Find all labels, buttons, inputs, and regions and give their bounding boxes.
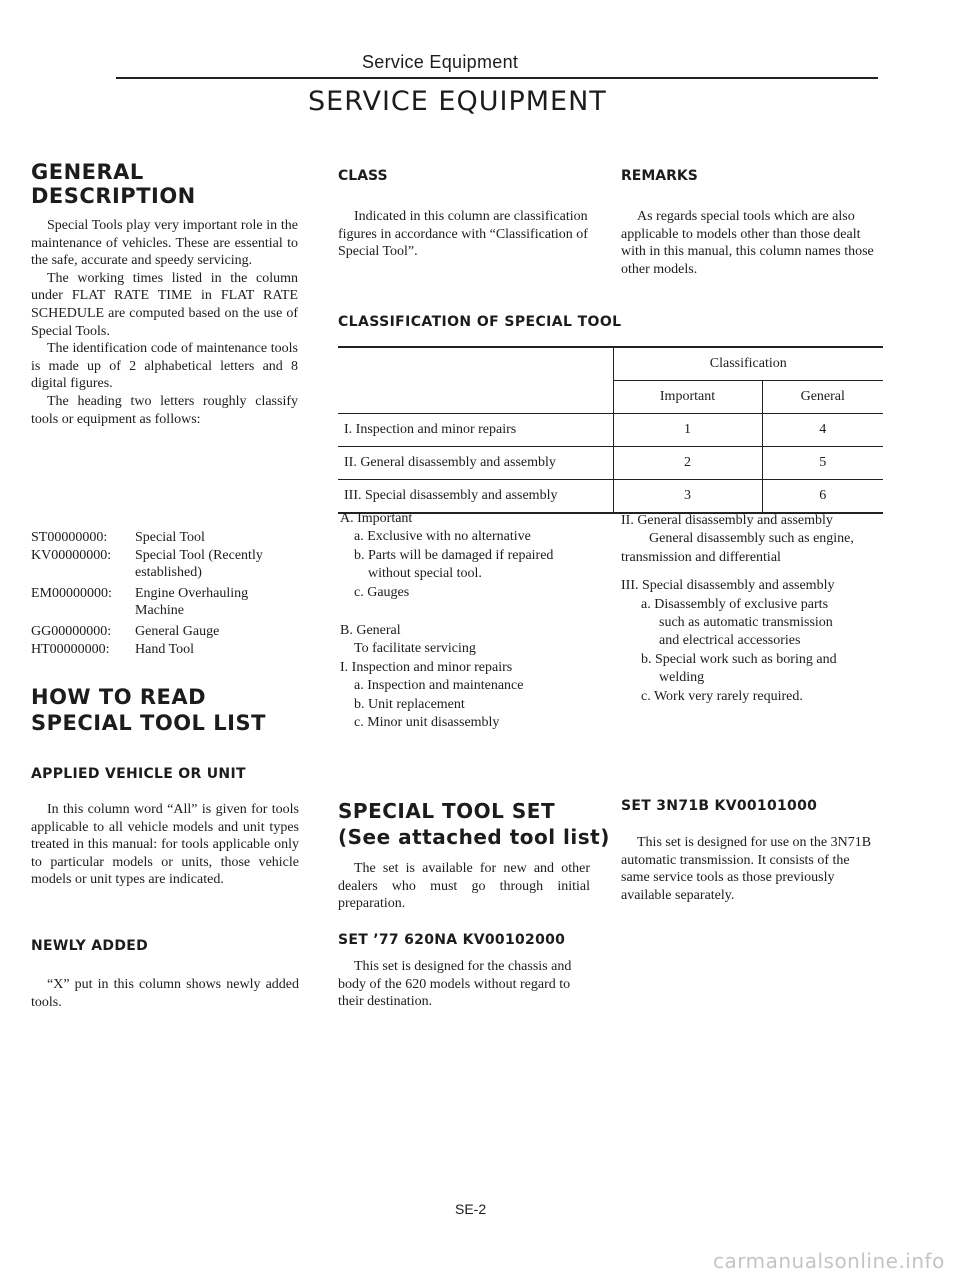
table-row (338, 480, 883, 514)
code: HT00000000: (31, 641, 110, 657)
note-line: b. Special work such as boring and (641, 651, 837, 667)
general-value: 5 (819, 455, 827, 470)
heading-line: SPECIAL TOOL LIST (31, 711, 266, 735)
code-row (31, 585, 316, 620)
special-tool-set-heading (338, 798, 610, 850)
paragraph: This set is designed for the chassis and body of the 620 models without regard to their destination. (338, 959, 572, 1010)
classification-heading: CLASSIFICATION OF SPECIAL TOOL (338, 314, 622, 330)
code-desc: General Gauge (135, 623, 220, 639)
code: EM00000000: (31, 585, 112, 601)
classification-table (338, 346, 883, 514)
code: ST00000000: (31, 530, 108, 545)
newly-added-heading: NEWLY ADDED (31, 938, 149, 954)
page-title: SERVICE EQUIPMENT (308, 86, 607, 117)
set-77-heading: SET ’77 620NA KV00102000 (338, 932, 566, 948)
note-line: such as automatic transmission (659, 615, 833, 631)
class-heading: CLASS (338, 168, 388, 184)
paragraph: The heading two letters roughly classify tools or equipment as follows: (31, 393, 298, 427)
how-to-read-heading (31, 684, 266, 736)
paragraph: “X” put in this column shows newly added tools. (31, 977, 299, 1010)
set-77-text (338, 958, 590, 1011)
code-row (31, 547, 316, 582)
note-line: a. Disassembly of exclusive parts (641, 596, 829, 612)
note-line: III. Special disassembly and assembly (621, 578, 835, 594)
note-line: welding (659, 670, 705, 686)
paragraph: The set is available for new and other dealers who must go through initial preparation. (338, 861, 590, 912)
general-description-body (31, 217, 298, 428)
table-cell (338, 347, 613, 381)
note-line: c. Gauges (354, 584, 410, 600)
note-line: c. Work very rarely required. (641, 688, 803, 704)
code: KV00000000: (31, 547, 112, 563)
code-row (31, 529, 316, 547)
note-line: a. Exclusive with no alternative (354, 529, 531, 545)
paragraph: The working times listed in the column under FLAT RATE TIME in FLAT RATE SCHEDULE are computed based on the use of Special Tools. (31, 270, 298, 339)
row-label: II. General disassembly and assembly (338, 447, 613, 480)
special-tool-set-text (338, 860, 590, 913)
code-desc: Special Tool (135, 530, 205, 545)
newly-added-text (31, 976, 299, 1011)
note-line: I. Inspection and minor repairs (340, 659, 513, 675)
watermark: carmanualsonline.info (713, 1249, 945, 1273)
classification-right-notes (621, 512, 891, 706)
header-rule (116, 77, 878, 79)
paragraph: Indicated in this column are classification figures in accordance with “Classification of Special Tool”. (338, 209, 588, 260)
paragraph: The identification code of maintenance tools is made up of 2 alphabetical letters and 8 digital figures. (31, 341, 298, 392)
applied-vehicle-heading: APPLIED VEHICLE OR UNIT (31, 766, 246, 782)
important-value: 1 (613, 414, 762, 447)
column-header: Important (613, 381, 762, 414)
important-value: 3 (613, 480, 762, 514)
remarks-heading: REMARKS (621, 168, 698, 184)
code-desc: Engine Overhauling Machine (135, 585, 249, 619)
paragraph: Special Tools play very important role in the maintenance of vehicles. These are essential to the safe, accurate and speedy servicing. (31, 218, 298, 269)
code-row (31, 623, 316, 641)
column-header: General (800, 389, 845, 404)
paragraph: In this column word “All” is given for tools applicable to all vehicle models and unit types treated in this manual: for tools applicable only to particular models or units, those vehicle models or unit types are indicated. (31, 802, 299, 888)
set-3n71b-heading: SET 3N71B KV00101000 (621, 798, 818, 814)
remarks-text (621, 208, 879, 278)
code-row (31, 641, 316, 659)
note-line: transmission and differential (621, 549, 781, 565)
note-line: without special tool. (368, 566, 482, 582)
note-line: A. Important (340, 511, 413, 526)
general-description-heading (31, 160, 196, 208)
note-line: c. Minor unit disassembly (354, 715, 500, 731)
important-value: 2 (613, 447, 762, 480)
classification-left-notes (340, 510, 610, 732)
class-text (338, 208, 594, 261)
table-row (338, 381, 883, 414)
page-number: SE-2 (455, 1201, 487, 1217)
page-header: Service Equipment (362, 52, 519, 72)
table-row (338, 347, 883, 381)
general-value: 4 (819, 422, 827, 437)
note-line: General disassembly such as engine, (649, 531, 854, 547)
note-line: b. Unit replacement (354, 696, 465, 712)
applied-vehicle-text (31, 801, 299, 889)
table-row (338, 447, 883, 480)
code-desc: Special Tool (Recently established) (135, 547, 263, 581)
heading-line: HOW TO READ (31, 685, 207, 709)
table-cell (338, 381, 613, 414)
heading-line: SPECIAL TOOL SET (338, 799, 556, 823)
note-line: and electrical accessories (659, 633, 801, 649)
group-header: Classification (613, 347, 883, 381)
note-line: a. Inspection and maintenance (354, 678, 524, 694)
code-list (31, 529, 316, 658)
table-row (338, 414, 883, 447)
code-desc: Hand Tool (135, 641, 195, 657)
code: GG00000000: (31, 623, 112, 639)
general-value: 6 (819, 488, 827, 503)
row-label: I. Inspection and minor repairs (338, 414, 613, 447)
paragraph: As regards special tools which are also applicable to models other than those dealt with in this manual, this column names those other models. (621, 209, 874, 277)
set-3n71b-text (621, 834, 877, 904)
note-line: To facilitate servicing (354, 641, 476, 657)
heading-line: GENERAL (31, 160, 144, 184)
note-line: B. General (340, 623, 401, 639)
heading-line: DESCRIPTION (31, 184, 196, 208)
row-label: III. Special disassembly and assembly (338, 480, 613, 514)
paragraph: This set is designed for use on the 3N71B automatic transmission. It consists of the same service tools as those previously available separately. (621, 835, 872, 903)
note-line: II. General disassembly and assembly (621, 513, 833, 528)
heading-line: (See attached tool list) (338, 825, 610, 849)
note-line: b. Parts will be damaged if repaired (354, 547, 554, 563)
